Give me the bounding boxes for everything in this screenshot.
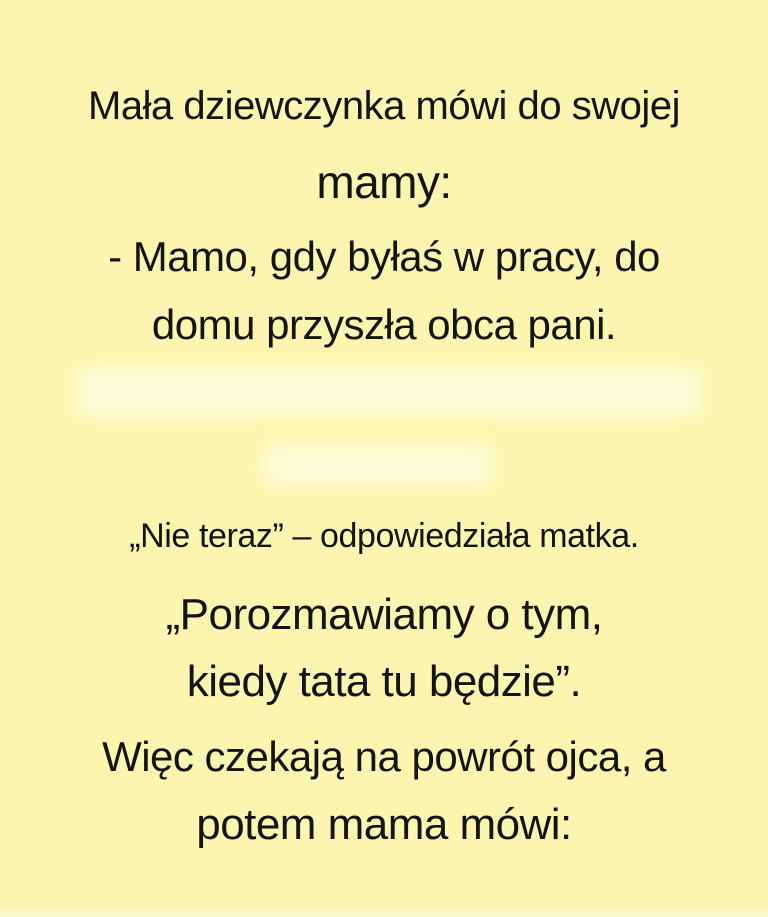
story-line-9: potem mama mówi:	[196, 800, 572, 849]
bottom-edge-strip	[0, 910, 768, 917]
story-line-4: domu przyszła obca pani.	[151, 301, 617, 348]
story-line-5: „Nie teraz” – odpowiedziała matka.	[129, 517, 639, 555]
story-line-1: Mała dziewczynka mówi do swojej	[87, 84, 680, 128]
story-line-8: Więc czekają na powrót ojca, a	[102, 733, 666, 780]
erased-text-smudge-top	[75, 367, 703, 417]
story-line-6: „Porozmawiamy o tym,	[165, 590, 603, 639]
story-line-3: - Mamo, gdy byłaś w pracy, do	[108, 233, 660, 280]
erased-text-smudge-bottom	[262, 443, 494, 487]
story-line-7: kiedy tata tu będzie”.	[186, 657, 582, 706]
story-line-2: mamy:	[316, 156, 452, 208]
